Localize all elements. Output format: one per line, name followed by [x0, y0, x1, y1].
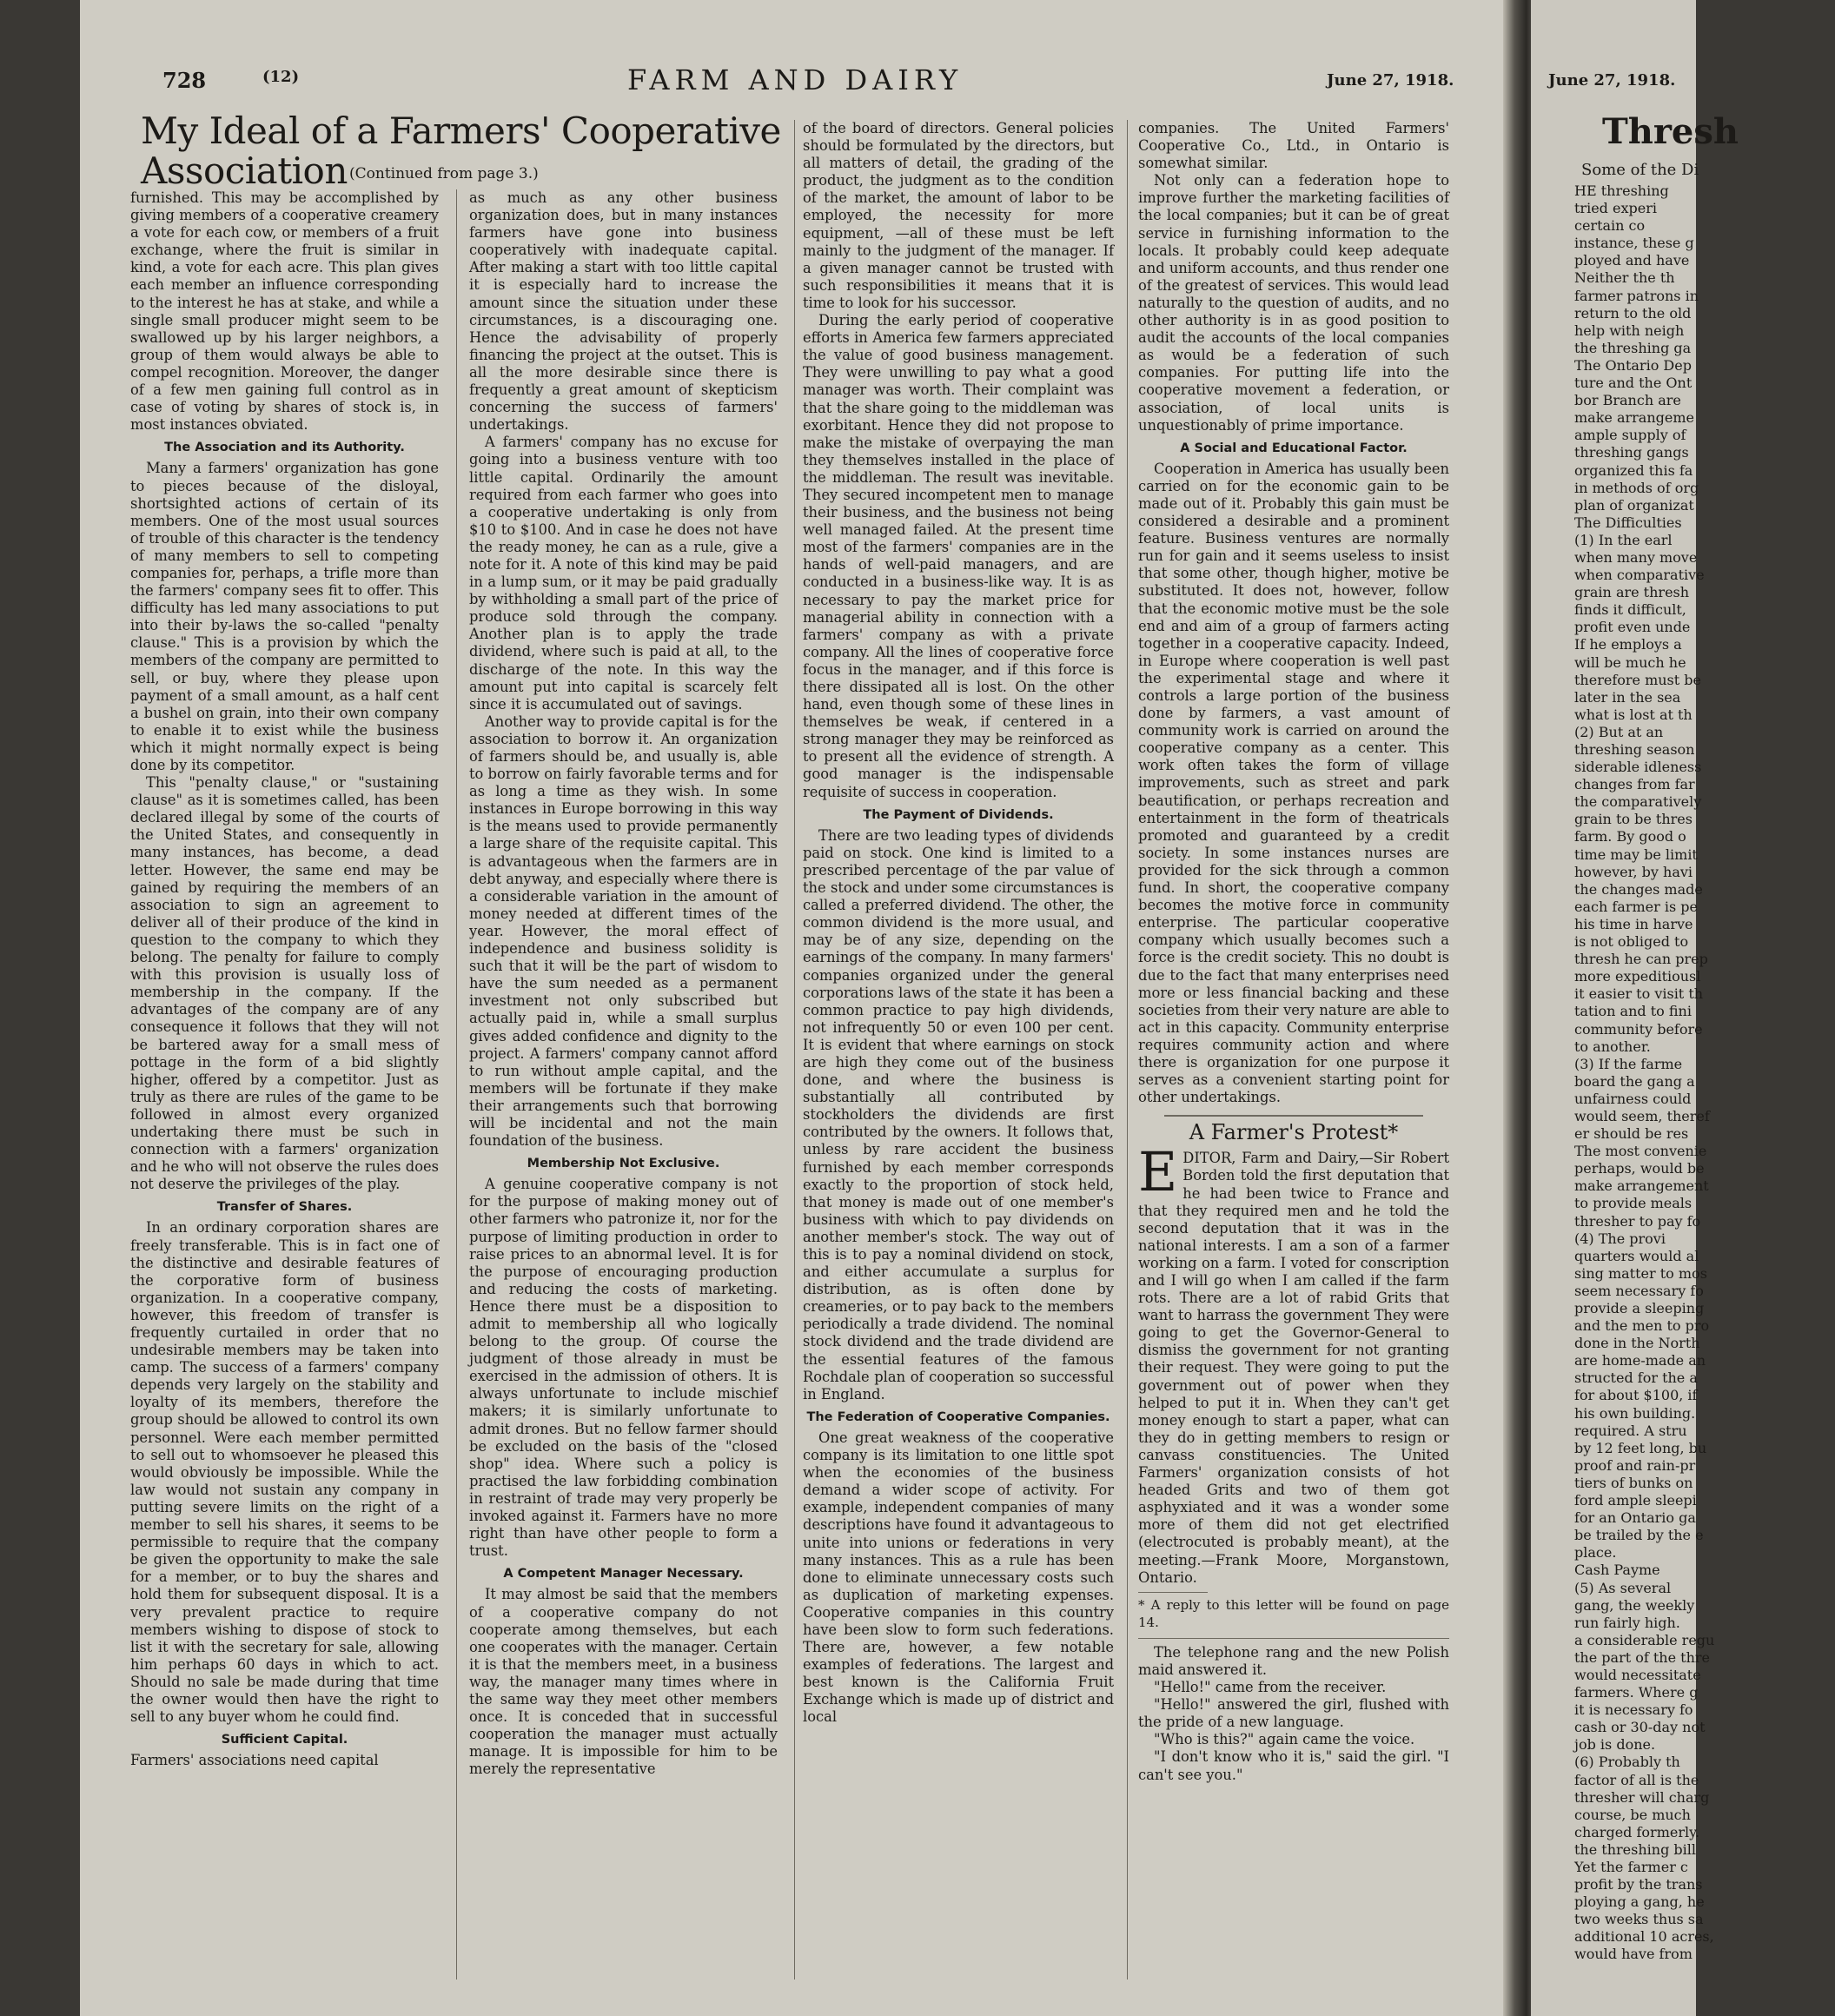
- paragraph: Not only can a federation hope to improve further the marketing facilities of the local companies; but it can be of great service in furnishing information to the locals. It probably could keep adequate and uniform accounts, and thus render one of the greatest of services. This would lead naturally to the question of audits, and no other authority is in as good position to audit the accounts of the local companies as would be a federation of such companies. For putting life into the cooperative movement a federation, or association, of local units is unquestionably of prime importance.: [1138, 172, 1449, 434]
- facing-page-line: If he employs a: [1574, 636, 1682, 653]
- facing-page-line: Yet the farmer c: [1574, 1859, 1688, 1875]
- section-heading: The Association and its Authority.: [164, 441, 405, 455]
- facing-page-line: proof and rain-pr: [1574, 1456, 1696, 1474]
- facing-page-line: to another.: [1574, 1038, 1651, 1055]
- paragraph: During the early period of cooperative efforts in America few farmers appreciated the value of good business management. They were unwilling to pay what a good manager was worth. Their complaint was that the share going to the middleman was exorbitant. Hence they did not propose to make the mistake of overpaying the man they themselves installed in the place of the middleman. The result was inevitable. They secured incompetent men to manage their business, and the business not being well managed failed. At the present time most of the farmers' companies are in the hands of well-paid managers, and are conducted in a business-like way. It is as necessary to pay the market price for managerial ability in connection with a farmers' company as with a private company. All the lines of cooperative force focus in the manager, and if this force is there dissipated all is lost. On the other hand, even though some of these lines in themselves be weak, if centered in a strong manager they may be reinforced as to present all the evidence of strength. A good manager is the indispensable requisite of success in cooperation.: [803, 312, 1114, 800]
- facing-page-line: tiers of bunks on: [1574, 1474, 1693, 1491]
- facing-page-line: grain to be thres: [1574, 811, 1693, 828]
- facing-page-line: course, be much: [1574, 1806, 1691, 1823]
- facing-page-line: his time in harve: [1574, 915, 1693, 932]
- section-heading: The Payment of Dividends.: [863, 807, 1054, 822]
- facing-page-line: tation and to fini: [1574, 1003, 1692, 1020]
- paragraph: A farmers' company has no excuse for going into a business venture with too little capital. Ordinarily the amount required from each farmer who goes into a cooperative undertaking is only from $10 to $100. And in case he does not have the ready money, he can as a rule, give a note for it. A note of this kind may be paid in a lump sum, or it may be paid gradually by withholding a small part of the price of produce sold through the company. Another plan is to apply the trade dividend, where such is paid at all, to the discharge of the note. In this way the amount put into capital is scarcely felt since it is accumulated out of savings.: [469, 434, 778, 713]
- facing-page-line: ploying a gang, he: [1574, 1893, 1705, 1911]
- facing-page-line: cash or 30-day not: [1574, 1719, 1706, 1736]
- facing-page-line: each farmer is pe: [1574, 898, 1698, 915]
- protest-title: A Farmer's Protest*: [1189, 1120, 1399, 1145]
- section-heading: Membership Not Exclusive.: [527, 1157, 720, 1171]
- facing-page-line: be trailed by the e: [1574, 1527, 1704, 1544]
- section-number: (12): [262, 68, 300, 86]
- facing-page-line: The Difficulties: [1574, 514, 1682, 531]
- facing-page-line: by 12 feet long, bu: [1574, 1439, 1707, 1456]
- facing-page-line: board the gang a: [1574, 1072, 1695, 1090]
- facing-page-line: (6) Probably th: [1574, 1754, 1680, 1771]
- facing-page-line: and the men to pro: [1574, 1317, 1710, 1335]
- facing-page-line: ture and the Ont: [1574, 375, 1693, 392]
- facing-page-line: (2) But at an: [1574, 723, 1664, 740]
- facing-page-line: required. A stru: [1574, 1422, 1687, 1439]
- paragraph: Another way to provide capital is for the association to borrow it. An organization of farmers should be, and usually is, able to borrow on fairly favorable terms and for as long a time as they wish. In some instances in Europe borrowing in this way is the means used to provide permanently a large share of the requisite capital. This is advantageous when the farmers are in debt anyway, and especially where there is a considerable variation in the amount of money needed at different times of the year. However, the moral effect of independence and business solidity is such that it will be the part of wisdom to have the sum needed as a permanent investment not only subscribed but actually paid in, while a small surplus gives added confidence and dignity to the project. A farmers' company cannot afford to run without ample capital, and the members will be fortunate if they make their arrangements such that borrowing will be incidental and not the main foundation of the business.: [469, 713, 778, 1150]
- facing-page-line: would seem, theref: [1574, 1107, 1710, 1124]
- facing-page-line: organized this fa: [1574, 461, 1693, 479]
- facing-page-line: Neither the th: [1574, 269, 1675, 287]
- facing-page-date: June 27, 1918.: [1548, 71, 1676, 90]
- facing-page-line: later in the sea: [1574, 688, 1681, 706]
- facing-page-line: the comparatively: [1574, 793, 1702, 811]
- facing-page-line: (4) The provi: [1574, 1230, 1666, 1247]
- section-heading: A Competent Manager Necessary.: [503, 1567, 744, 1582]
- masthead: FARM AND DAIRY: [627, 63, 964, 96]
- anecdote-line: The telephone rang and the new Polish maid answered it.: [1138, 1643, 1449, 1678]
- facing-page-fragment: [1531, 0, 1739, 2016]
- facing-page-line: certain co: [1574, 217, 1646, 235]
- protest-body: DITOR, Farm and Dairy,—Sir Robert Borden told the first deputation that he had been twice to France and that they required men and he told the second deputation that it was in the national interests. I am a son of a farmer working on a farm. I voted for conscription and I will go when I am called if the farm rots. There are a lot of rabid Grits that want to harrass the government They were going to get the Governor-General to dismiss the government for not granting their request. They were going to put the government out of power when they helped to put it in. When they can't get money enough to start a paper, what can they do in getting members to resign or canvass constituencies. The United Farmers' organization consists of hot headed Grits and two of them got asphyxiated and it was a wonder some more of them did not get electrified (electrocuted is probably meant), at the meeting.—Frank Moore, Morganstown, Ontario.: [1138, 1150, 1449, 1586]
- facing-page-line: provide a sleeping: [1574, 1300, 1705, 1316]
- facing-page-line: thresh he can prep: [1574, 951, 1708, 968]
- facing-page-line: the threshing bill: [1574, 1840, 1696, 1858]
- facing-page-line: two weeks thus sa: [1574, 1911, 1704, 1928]
- facing-page-line: thresher will charg: [1574, 1788, 1710, 1806]
- facing-page-line: unfairness could: [1574, 1090, 1692, 1107]
- facing-page-line: charged formerly.: [1574, 1823, 1700, 1840]
- dropcap: E: [1138, 1140, 1178, 1204]
- facing-page-line: threshing season: [1574, 741, 1695, 758]
- paragraph: In an ordinary corporation shares are freely transferable. This is in fact one of the distinctive and desirable features of the corporative form of business organization. In a cooperative company, however, this freedom of transfer is frequently curtailed in order that no undesirable members may be taken into camp. The success of a farmers' company depends very largely on the stability and loyalty of its members, therefore the group should be allowed to control its own personnel. Were each member permitted to sell out to whomsoever he pleased this would obviously be impossible. While the law would not sustain any company in putting severe limits on the right of a member to sell his shares, it seems to be permissible to require that the company be given the opportunity to make the sale for a member, or to buy the shares and hold them for subsequent disposal. It is a very prevalent practice to require members wishing to dispose of stock to list it with the secretary for sale, allowing him perhaps 60 days in which to act. Should no sale be made during that time the owner would then have the right to sell to any buyer whom he could find.: [130, 1219, 439, 1726]
- telephone-anecdote: [1138, 1644, 1449, 1784]
- facing-page-line: The Ontario Dep: [1574, 356, 1692, 374]
- column-4-article-body: [1138, 120, 1449, 1106]
- article-column-3: [803, 120, 1114, 1727]
- facing-page-line: help with neigh: [1574, 322, 1685, 339]
- facing-page-line: The most convenie: [1574, 1143, 1707, 1160]
- facing-page-line: plan of organizat: [1574, 496, 1694, 514]
- facing-page-line: factor of all is the: [1574, 1771, 1699, 1788]
- facing-page-line: the threshing ga: [1574, 339, 1692, 356]
- facing-page-line: (1) In the earl: [1574, 531, 1673, 548]
- paragraph: Cooperation in America has usually been carried on for the economic gain to be made out of it. Probably this gain must be considered a desirable and a prominent feature. Business ventures are normally run for gain and it seems useless to insist that some other, though higher, motive be substituted. It does not, however, follow that the economic motive must be the sole end and aim of a group of farmers acting together in a cooperative capacity. Indeed, in Europe where cooperation is well past the experimental stage and where it controls a large portion of the business done by farmers, a vast amount of community work is carried on around the cooperative company as a center. This work often takes the form of village improvements, such as street and park beautification, or perhaps recreation and entertainment in the form of theatricals promoted and guaranteed by a credit society. In some instances nurses are provided for the sick through a common fund. In short, the cooperative company becomes the motive force in community enterprise. The particular cooperative company which usually becomes such a force is the credit society. This no doubt is due to the fact that many enterprises need more or less financial backing and these societies from their very nature are able to act in this capacity. Community enterprise requires community action and where there is organization for one purpose it serves as a convenient starting point for other undertakings.: [1138, 460, 1449, 1106]
- paragraph: This "penalty clause," or "sustaining clause" as it is sometimes called, has been declared illegal by some of the courts of the United States, and consequently in many instances, has become, a dead letter. However, the same end may be gained by requiring the members of an association to sign an agreement to deliver all of their produce of the kind in question to the company to which they belong. The penalty for failure to comply with this provision is usually loss of membership in the company. If the advantages of the company are of any consequence it follows that they will not be bartered away for a small mess of pottage in the form of a bid slightly higher, offered by a competitor. Just as truly as there are rules of the game to be followed in almost every organized undertaking there must be such in connection with a farmers' organization and he who will not observe the rules does not deserve the privileges of the play.: [130, 774, 439, 1193]
- footnote-rule: [1138, 1592, 1208, 1593]
- protest-footnote: * A reply to this letter will be found on page 14.: [1138, 1596, 1449, 1630]
- facing-page-subtitle: Some of the Di: [1581, 161, 1699, 179]
- facing-page-line: the changes made: [1574, 880, 1703, 898]
- facing-page-line: job is done.: [1574, 1736, 1656, 1754]
- facing-page-line: farm. By good o: [1574, 828, 1686, 846]
- facing-page-line: return to the old: [1574, 304, 1692, 322]
- column-rule: [794, 120, 795, 1980]
- paragraph: of the board of directors. General policies should be formulated by the directors, but all matters of detail, the grading of the product, the judgment as to the condition of the market, the amount of labor to be employed, the necessity for more equipment, —all of these must be left mainly to the judgment of the manager. If a given manager cannot be trusted with such responsibilities it means that it is time to look for his successor.: [803, 120, 1114, 311]
- facing-page-line: siderable idleness: [1574, 759, 1702, 776]
- facing-page-line: ford ample sleepi: [1574, 1492, 1697, 1509]
- facing-page-line: is not obliged to: [1574, 933, 1689, 951]
- facing-page-line: gang, the weekly: [1574, 1596, 1695, 1614]
- paragraph: There are two leading types of dividends paid on stock. One kind is limited to a prescribed percentage of the par value of the stock and under some circumstances is called a preferred dividend. The other, the common dividend is the more usual, and may be of any size, depending on the earnings of the company. In many farmers' companies organized under the general corporations laws of the state it has been a common practice to pay high dividends, not infrequently 50 or even 100 per cent. It is evident that where earnings on stock are high they come out of the business done, and where the business is substantially all contributed by stockholders the dividends are first contributed by the owners. It follows that, unless by rare accident the business furnished by each member corresponds exactly to the proportion of stock held, that money is made out of one member's business with which to pay dividends on another member's stock. The way out of this is to pay a nominal dividend on stock, and either accumulate a surplus for distribution, as is often done by creameries, or to pay back to the members periodically a trade dividend. The nominal stock dividend and the trade dividend are the essential features of the famous Rochdale plan of cooperation so successful in England.: [803, 826, 1114, 1403]
- column-rule: [456, 189, 457, 1980]
- section-heading: The Federation of Cooperative Companies.: [806, 1409, 1110, 1424]
- facing-page-line: make arrangeme: [1574, 409, 1694, 427]
- facing-page-line: the part of the thre: [1574, 1648, 1711, 1666]
- facing-page-line: will be much he: [1574, 653, 1686, 671]
- facing-page-line: when comparative: [1574, 567, 1705, 584]
- protest-rule: [1164, 1115, 1423, 1117]
- facing-page-line: tried experi: [1574, 200, 1657, 217]
- protest-letter: [1138, 1140, 1449, 1586]
- section-heading: Transfer of Shares.: [216, 1200, 353, 1215]
- facing-page-line: when many move: [1574, 548, 1698, 566]
- column-rule: [1127, 120, 1128, 1980]
- facing-page-line: would have from: [1574, 1946, 1693, 1963]
- facing-page-line: place.: [1574, 1544, 1617, 1562]
- facing-page-line: additional 10 acres,: [1574, 1928, 1714, 1946]
- facing-page-line: to provide meals: [1574, 1195, 1693, 1212]
- facing-page-line: (3) If the farme: [1574, 1055, 1683, 1072]
- facing-page-line: profit even unde: [1574, 619, 1691, 636]
- anecdote-line: "Who is this?" again came the voice.: [1154, 1731, 1415, 1748]
- facing-page-line: done in the North: [1574, 1335, 1700, 1352]
- article-title: My Ideal of a Farmers' Cooperative Association: [141, 109, 781, 193]
- facing-page-column: [1574, 182, 1835, 1964]
- facing-page-line: what is lost at th: [1574, 706, 1693, 723]
- facing-page-line: a considerable regu: [1574, 1631, 1715, 1648]
- facing-page-line: quarters would al: [1574, 1247, 1699, 1264]
- facing-page-line: finds it difficult,: [1574, 601, 1686, 619]
- facing-page-line: make arrangement: [1574, 1177, 1709, 1195]
- article-column-2: [469, 189, 778, 1778]
- facing-page-line: instance, these g: [1574, 235, 1694, 252]
- facing-page-line: therefore must be: [1574, 671, 1701, 688]
- facing-page-line: structed for the a: [1574, 1369, 1698, 1387]
- article-column-1: [130, 189, 439, 1769]
- facing-page-line: seem necessary fo: [1574, 1282, 1704, 1299]
- facing-page-line: farmer patrons in: [1574, 287, 1699, 304]
- facing-page-line: his own building.: [1574, 1404, 1696, 1422]
- facing-page-line: farmers. Where g: [1574, 1684, 1699, 1701]
- facing-page-line: ample supply of: [1574, 427, 1686, 444]
- issue-date: June 27, 1918.: [1327, 71, 1454, 90]
- facing-page-line: in methods of org: [1574, 479, 1699, 496]
- continued-note: (Continued from page 3.): [349, 165, 539, 182]
- facing-page-line: threshing gangs: [1574, 444, 1689, 461]
- paragraph: It may almost be said that the members of a cooperative company do not cooperate among themselves, but each one cooperates with the manager. Certain it is that the members meet, in a business way, the manager many times where in the same way they meet other members once. It is conceded that in successful cooperation the manager must actually manage. It is impossible for him to be merely the representative: [469, 1586, 778, 1778]
- facing-page-line: sing matter to mos: [1574, 1264, 1707, 1282]
- facing-page-line: would necessitate: [1574, 1666, 1701, 1683]
- facing-page-line: Cash Payme: [1574, 1562, 1660, 1579]
- facing-page-line: it easier to visit th: [1574, 985, 1704, 1003]
- paragraph: One great weakness of the cooperative company is its limitation to one little spot when the economies of the business demand a wider scope of activity. For example, independent companies of many descriptions have found it advantageous to unite into unions or federations in very many instances. This as a rule has been done to eliminate unnecessary costs such as duplication of marketing expenses. Cooperative companies in this country have been slow to form such federations. There are, however, a few notable examples of federations. The largest and best known is the California Fruit Exchange which is made up of district and local: [803, 1429, 1114, 1726]
- newspaper-page: [80, 0, 1527, 2016]
- facing-page-line: ployed and have: [1574, 252, 1690, 269]
- facing-page-line: however, by havi: [1574, 863, 1693, 880]
- facing-page-line: are home-made an: [1574, 1352, 1706, 1369]
- paragraph: furnished. This may be accomplished by giving members of a cooperative creamery a vote for each cow, or members of a fruit exchange, where the fruit is similar in kind, a vote for each acre. This plan gives each member an influence corresponding to the interest he has at stake, and while a single small producer might seem to be swallowed up by his larger neighbors, a group of them would always be able to compel recognition. Moreover, the danger of a few men gaining full control as in case of voting by shares of stock is, in most instances obviated.: [130, 189, 439, 434]
- facing-page-line: for about $100, if: [1574, 1387, 1698, 1404]
- facing-page-line: perhaps, would be: [1574, 1160, 1705, 1177]
- facing-page-line: more expeditiousl: [1574, 968, 1701, 985]
- facing-page-line: bor Branch are: [1574, 392, 1681, 409]
- facing-page-line: (5) As several: [1574, 1579, 1672, 1596]
- facing-page-line: run fairly high.: [1574, 1614, 1680, 1631]
- facing-page-line: grain are thresh: [1574, 584, 1690, 601]
- article-column-4: [1138, 120, 1449, 1784]
- paragraph: companies. The United Farmers' Cooperative Co., Ltd., in Ontario is somewhat similar.: [1138, 120, 1449, 172]
- section-heading: A Social and Educational Factor.: [1180, 441, 1408, 455]
- paragraph: Many a farmers' organization has gone to pieces because of the disloyal, shortsighted actions of certain of its members. One of the most usual sources of trouble of this character is the tendency of many members to sell to competing companies for, perhaps, a trifle more than the farmers' company sees fit to offer. This difficulty has led many associations to put into their by-laws the so-called "penalty clause." This is a provision by which the members of the company are permitted to sell, or buy, where they please upon payment of a small amount, as a half cent a bushel on grain, into their own company to enable it to exist while the business which it might normally expect is being done by its competitor.: [130, 460, 439, 773]
- facing-page-line: thresher to pay fo: [1574, 1212, 1701, 1230]
- paragraph: as much as any other business organization does, but in many instances farmers have gone into business cooperatively with inadequate capital. After making a start with too little capital it is especially hard to increase the amount since the situation under these circumstances, is a discouraging one. Hence the advisability of properly financing the project at the outset. This is all the more desirable since there is frequently a great amount of skepticism concerning the success of farmers' undertakings.: [469, 189, 778, 434]
- anecdote-line: "I don't know who it is," said the girl. "I can't see you.": [1138, 1748, 1449, 1783]
- page-number: 728: [162, 68, 207, 93]
- facing-page-line: for an Ontario ga: [1574, 1509, 1696, 1527]
- facing-page-line: changes from far: [1574, 776, 1695, 793]
- paragraph: Farmers' associations need capital: [130, 1752, 379, 1769]
- anecdote-line: "Hello!" came from the receiver.: [1154, 1679, 1387, 1696]
- section-heading: Sufficient Capital.: [221, 1733, 348, 1747]
- facing-page-title: Thresh: [1602, 111, 1739, 152]
- facing-page-line: time may be limit: [1574, 846, 1698, 863]
- paragraph: A genuine cooperative company is not for the purpose of making money out of other farmers who patronize it, nor for the purpose of limiting production in order to raise prices to an abnormal level. It is for the purpose of encouraging production and reducing the costs of marketing. Hence there must be a disposition to admit to membership all who logically belong to the group. Of course the judgment of those already in must be exercised in the admission of others. It is always unfortunate to include mischief makers; it is similarly unfortunate to admit drones. But no fellow farmer should be excluded on the basis of the "closed shop" idea. Where such a policy is practised the law forbidding combination in restraint of trade may very properly be invoked against it. Farmers have no more right than have other people to form a trust.: [469, 1176, 778, 1560]
- facing-page-line: profit by the trans: [1574, 1876, 1703, 1893]
- facing-page-line: er should be res: [1574, 1125, 1689, 1143]
- facing-page-line: HE threshing: [1574, 182, 1669, 199]
- anecdote-line: "Hello!" answered the girl, flushed with the pride of a new language.: [1138, 1696, 1449, 1731]
- facing-page-line: it is necessary fo: [1574, 1701, 1693, 1719]
- anecdote-rule: [1138, 1638, 1449, 1639]
- facing-page-line: community before: [1574, 1020, 1703, 1038]
